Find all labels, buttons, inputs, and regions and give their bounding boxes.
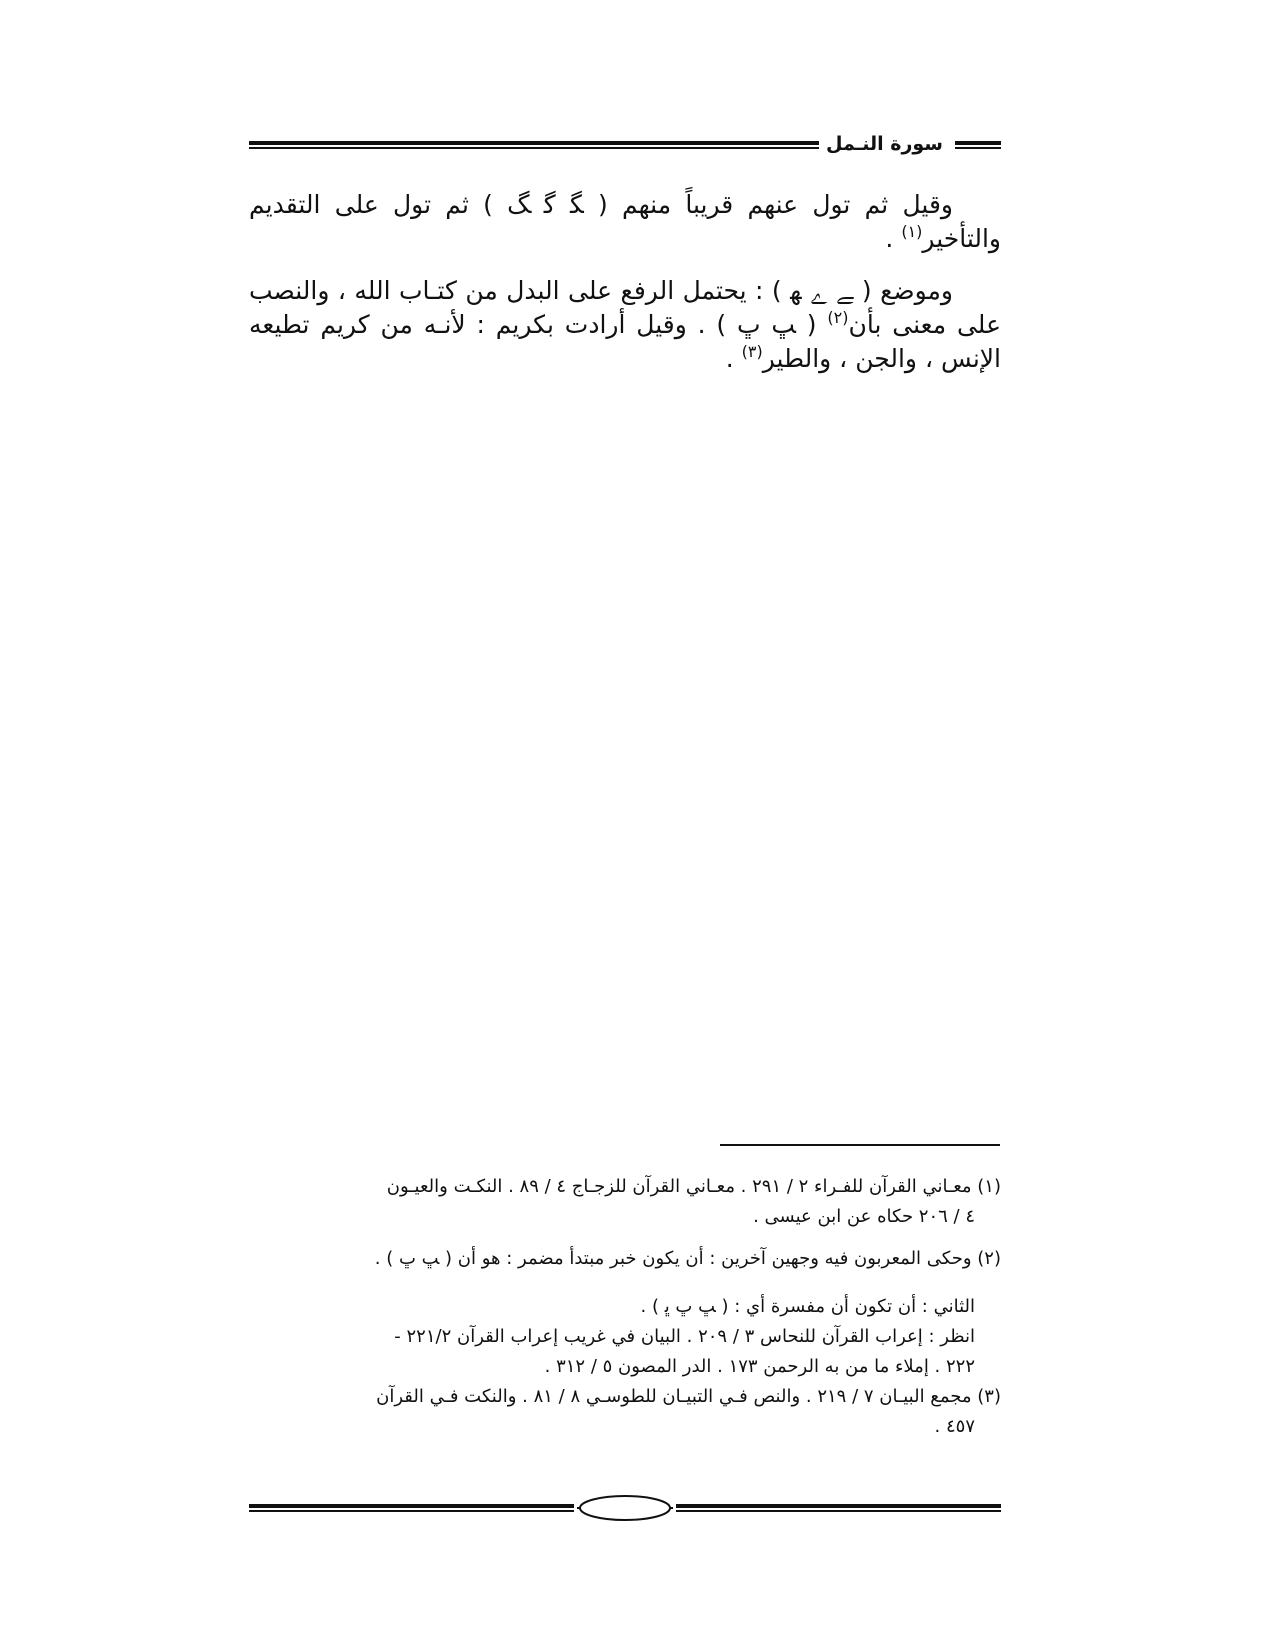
footnote-1-line-1: (١) معـاني القرآن للفـراء ٢ / ٢٩١ . معـاني القرآن للزجـاج ٤ / ٨٩ . النكـت والعيـون [386,1176,1001,1197]
footnote-ref-2[interactable]: (٢) [827,308,849,327]
footnote-separator [720,1144,1000,1146]
header-rule-short [955,141,1001,150]
footnote-2-line-1: (٢) وحكى المعربون فيه وجهين آخرين : أن يكون خبر مبتدأ مضمر : هو أن ( ﭛ ﭚ ) . [374,1248,1001,1269]
main-text [249,188,1001,394]
footnotes [249,1172,1001,1442]
footnote-ref-1[interactable]: (١) [901,222,923,241]
running-header [249,133,1001,163]
paragraph-1-text: وقيل ثم تول عنهم قريباً منهم ( ﮕ ﮔ ﮓ ) ثم تول على التقديم والتأخير [249,190,1001,253]
paragraph-1 [249,188,1001,256]
footnote-3-line-1: (٣) مجمع البيـان ٧ / ٢١٩ . والنص فـي التبيـان للطوسـي ٨ / ٨١ . والنكت فـي القرآن [376,1386,1001,1407]
footnote-2-line-4: ٢٢٢ . إملاء ما من به الرحمن ١٧٣ . الدر المصون ٥ / ٣١٢ . [544,1356,975,1377]
footer-rule-right [676,1504,1001,1513]
paragraph-2 [249,274,1001,376]
footnote-ref-3[interactable]: (٣) [741,342,763,361]
paragraph-2-text-a: وموضع ( ﮯ ﮮ ﮭ ) : يحتمل الرفع على البدل من كتـاب الله ، والنصب على معنى بأن [249,276,1001,339]
paragraph-1-end: . [885,224,902,253]
surah-title: سورة النـمل [820,131,949,157]
footnote-2-line-2: الثاني : أن تكون أن مفسرة أي : ( ﭛ ﭚ ﭜ ) . [640,1296,975,1317]
page-footer [249,1492,1001,1522]
page-number-ornament-icon [577,1492,673,1524]
footnote-3-line-2: ٤٥٧ . [934,1416,975,1437]
paragraph-2-text-b: ( ﭛ ﭚ ) . وقيل أرادت بكريم : لأنـه من كريم تطيعه الإنس ، والجن ، والطير [249,310,1001,373]
footer-rule-left [249,1504,574,1513]
footnote-1-line-2: ٤ / ٢٠٦ حكاه عن ابن عيسى . [753,1206,975,1227]
footnote-2-line-3: انظر : إعراب القرآن للنحاس ٣ / ٢٠٩ . البيان في غريب إعراب القرآن ٢٢١/٢ - [394,1326,975,1347]
header-rule-long [249,141,819,150]
paragraph-2-end: . [725,344,742,373]
